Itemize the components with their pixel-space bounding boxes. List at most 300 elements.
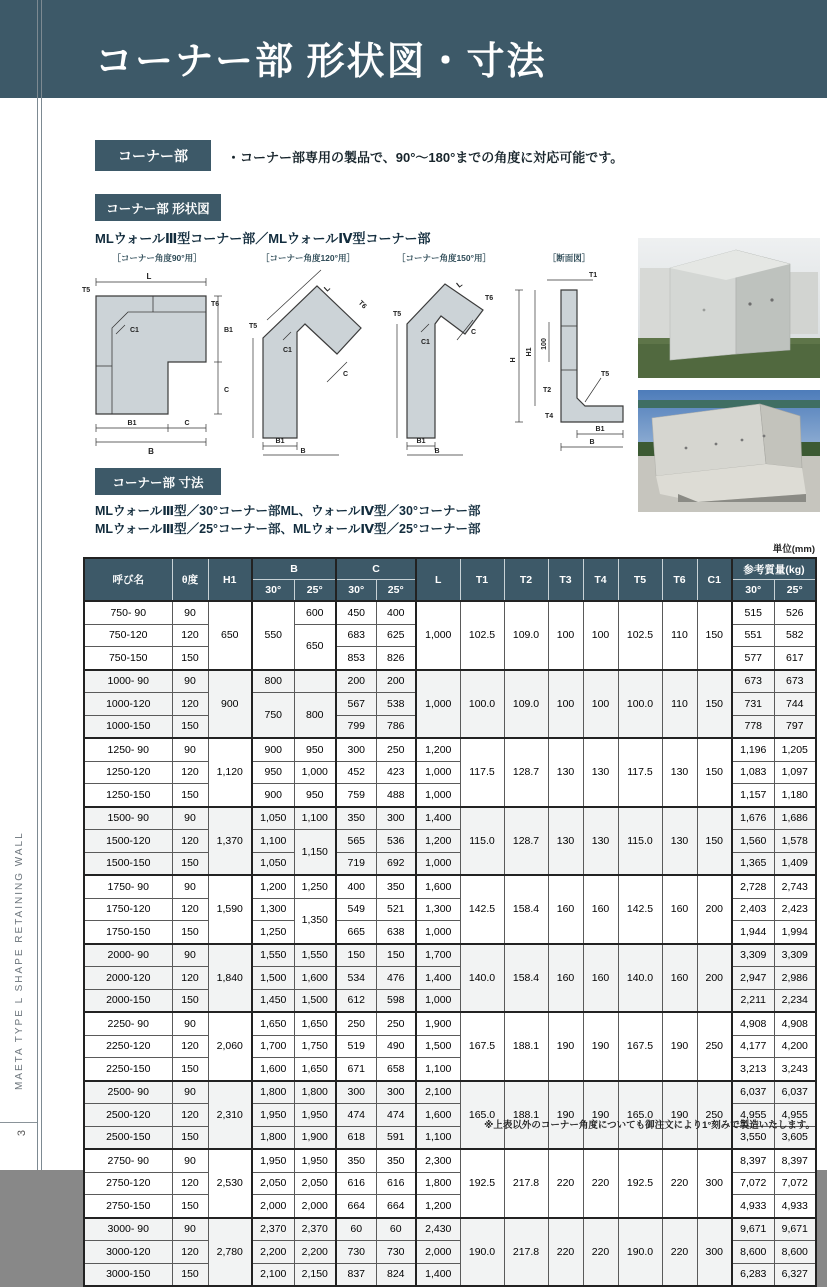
table-cell: 1,950 [294,1149,336,1172]
table-cell: 190 [583,1012,618,1081]
table-cell: 90 [172,875,208,898]
figure-caption: ［コーナー角度150°用］ [396,253,492,263]
table-cell: 2,370 [294,1218,336,1241]
table-cell: 1,800 [416,1172,460,1195]
table-cell: 1,600 [416,875,460,898]
table-cell: 100 [583,670,618,739]
table-cell: 1,370 [208,807,252,876]
table-cell: 650 [208,601,252,670]
table-cell: 130 [583,807,618,876]
table-cell: 200 [376,670,416,693]
table-cell: 2,100 [252,1263,294,1286]
table-footnote: ※上表以外のコーナー角度についても御注文により1°刻みで製造いたします。 [484,1120,815,1131]
table-cell: 150 [376,944,416,967]
table-cell: 8,600 [732,1241,774,1264]
table-cell: 142.5 [460,875,504,944]
table-cell: 1,000 [416,601,460,670]
table-cell: 577 [732,647,774,670]
table-cell: 2,310 [208,1081,252,1150]
table-cell: 2500-120 [84,1104,172,1127]
table-cell: 1,900 [416,1012,460,1035]
table-cell: 9,671 [732,1218,774,1241]
table-cell: 190.0 [618,1218,662,1287]
corner-description: ・コーナー部専用の製品で、90°～180°までの角度に対応可能です。 [227,150,624,165]
svg-text:L: L [146,272,152,281]
table-cell: 692 [376,852,416,875]
page-number: 3 [16,1130,28,1137]
section-label-shape: コーナー部 形状図 [95,194,221,221]
table-cell: 100.0 [618,670,662,739]
sidebar-rule [0,1122,37,1123]
table-cell: 837 [336,1263,376,1286]
table-cell: 300 [697,1149,732,1218]
table-cell: 474 [336,1104,376,1127]
table-cell: 150 [172,1263,208,1286]
table-cell: 120 [172,1172,208,1195]
table-cell: 8,397 [774,1149,816,1172]
table-cell: 117.5 [460,738,504,807]
table-cell: 190 [548,1012,583,1081]
table-cell: 2,050 [252,1172,294,1195]
table-cell: 115.0 [618,807,662,876]
table-cell: 565 [336,830,376,853]
table-cell: 120 [172,1104,208,1127]
table-cell: 400 [336,875,376,898]
table-cell: 744 [774,693,816,716]
table-cell: 1,000 [294,761,336,784]
table-cell: 950 [294,784,336,807]
table-cell: 1,400 [416,967,460,990]
section-label-dimensions: コーナー部 寸法 [95,468,221,495]
table-cell: 160 [548,944,583,1013]
table-cell: 1500- 90 [84,807,172,830]
table-cell: 300 [336,1081,376,1104]
table-cell: 2000-150 [84,989,172,1012]
svg-text:B: B [589,439,595,446]
table-cell: 140.0 [618,944,662,1013]
table-cell: 220 [548,1149,583,1218]
page-header [0,0,827,98]
column-header: 30° [336,580,376,602]
column-header: T1 [460,558,504,601]
svg-text:T4: T4 [545,413,554,420]
table-cell: 1,000 [416,670,460,739]
table-cell: 1,205 [774,738,816,761]
svg-text:B1: B1 [275,438,285,445]
svg-text:T6: T6 [356,299,368,311]
column-header: 30° [732,580,774,602]
cross-section-diagram [505,266,633,458]
table-cell: 1,100 [416,1126,460,1149]
shape-subtitle: MLウォールⅢ型コーナー部／MLウォールⅣ型コーナー部 [95,231,431,246]
figure-corner-150 [385,252,503,458]
table-cell: 1,157 [732,784,774,807]
table-cell: 220 [583,1218,618,1287]
table-cell: 4,933 [774,1195,816,1218]
table-cell: 130 [548,807,583,876]
table-cell: 515 [732,601,774,624]
table-cell: 1,950 [252,1104,294,1127]
table-cell: 664 [336,1195,376,1218]
table-cell: 90 [172,807,208,830]
svg-text:L: L [454,279,465,290]
table-cell: 200 [697,944,732,1013]
table-cell: 150 [336,944,376,967]
svg-text:C1: C1 [421,339,430,346]
table-cell: 120 [172,898,208,921]
table-cell: 2,100 [416,1081,460,1104]
table-cell: 1750-150 [84,921,172,944]
product-photo-corner-wall [638,390,820,512]
table-cell: 165.0 [618,1081,662,1150]
table-cell: 8,600 [774,1241,816,1264]
table-cell: 1,600 [416,1104,460,1127]
table-cell: 142.5 [618,875,662,944]
table-cell: 7,072 [732,1172,774,1195]
table-cell: 1,180 [774,784,816,807]
column-header: 25° [294,580,336,602]
table-cell: 2,050 [294,1172,336,1195]
column-header: T6 [662,558,697,601]
table-cell: 128.7 [504,807,548,876]
table-cell: 1,650 [252,1012,294,1035]
table-cell: 1,800 [252,1126,294,1149]
table-cell: 1,250 [252,921,294,944]
table-cell: 2,947 [732,967,774,990]
table-cell: 1,800 [252,1081,294,1104]
table-cell: 2,150 [294,1263,336,1286]
table-cell: 120 [172,1035,208,1058]
table-cell: 650 [294,624,336,670]
table-cell: 3,309 [732,944,774,967]
table-cell: 1,300 [416,898,460,921]
sidebar-vertical-text: MAETA TYPE L SHAPE RETAINING WALL [14,831,25,1090]
figure-cross-section [505,252,633,458]
table-cell: 190.0 [460,1218,504,1287]
table-cell: 2000- 90 [84,944,172,967]
table-cell: 100.0 [460,670,504,739]
table-cell: 1,700 [252,1035,294,1058]
table-cell: 100 [548,670,583,739]
table-cell: 188.1 [504,1081,548,1150]
table-cell: 117.5 [618,738,662,807]
table-cell: 2500- 90 [84,1081,172,1104]
svg-text:T5: T5 [601,371,610,378]
table-cell: 2,000 [252,1195,294,1218]
table-cell: 1250-120 [84,761,172,784]
table-cell: 1,196 [732,738,774,761]
table-cell: 612 [336,989,376,1012]
table-cell: 4,955 [732,1104,774,1127]
table-cell: 250 [697,1012,732,1081]
table-cell: 2,200 [294,1241,336,1264]
table-cell: 800 [294,693,336,739]
table-cell: 950 [252,761,294,784]
table-cell: 120 [172,1241,208,1264]
table-cell: 673 [732,670,774,693]
table-cell: 60 [336,1218,376,1241]
table-cell: 786 [376,715,416,738]
table-cell: 6,037 [732,1081,774,1104]
table-cell: 192.5 [618,1149,662,1218]
table-cell: 853 [336,647,376,670]
table-cell: 2,234 [774,989,816,1012]
table-cell: 750 [252,693,294,739]
table-cell: 110 [662,601,697,670]
svg-text:T5: T5 [393,311,402,318]
table-cell: 450 [336,601,376,624]
svg-text:C: C [184,420,190,427]
table-cell: 90 [172,1081,208,1104]
table-cell: 1,676 [732,807,774,830]
table-cell: 1,150 [294,830,336,876]
table-cell: 4,177 [732,1035,774,1058]
table-cell: 90 [172,601,208,624]
table-cell: 3,243 [774,1058,816,1081]
svg-text:100: 100 [541,338,548,350]
table-cell: 900 [252,738,294,761]
column-header: 30° [252,580,294,602]
table-cell: 2,780 [208,1218,252,1287]
table-cell: 2,370 [252,1218,294,1241]
column-header: C1 [697,558,732,601]
table-cell: 102.5 [460,601,504,670]
table-cell: 1,750 [294,1035,336,1058]
table-cell: 250 [376,738,416,761]
table-cell: 1,365 [732,852,774,875]
table-cell: 1500-120 [84,830,172,853]
table-cell: 521 [376,898,416,921]
table-cell: 1250-150 [84,784,172,807]
table-cell: 150 [172,715,208,738]
table-cell: 664 [376,1195,416,1218]
table-cell: 160 [662,944,697,1013]
corner-150-diagram [385,266,503,458]
table-cell: 1,450 [252,989,294,1012]
table-cell: 1,550 [252,944,294,967]
table-cell: 192.5 [460,1149,504,1218]
table-cell: 4,955 [774,1104,816,1127]
table-cell: 4,908 [774,1012,816,1035]
table-cell: 2000-120 [84,967,172,990]
table-cell: 488 [376,784,416,807]
table-cell: 2,300 [416,1149,460,1172]
table-cell: 6,037 [774,1081,816,1104]
table-cell: 534 [336,967,376,990]
table-cell: 150 [172,1058,208,1081]
table-cell: 671 [336,1058,376,1081]
table-cell: 1,650 [294,1058,336,1081]
table-cell: 1,200 [252,875,294,898]
table-cell: 150 [697,738,732,807]
table-cell: 1,700 [416,944,460,967]
table-cell: 350 [376,875,416,898]
unit-label: 単位(mm) [772,544,815,555]
table-cell: 2,430 [416,1218,460,1241]
table-cell: 900 [252,784,294,807]
table-cell: 1750- 90 [84,875,172,898]
table-cell: 1,600 [294,967,336,990]
table-cell: 3000-120 [84,1241,172,1264]
table-cell: 130 [583,738,618,807]
table-cell: 797 [774,715,816,738]
table-cell: 526 [774,601,816,624]
column-header: 呼び名 [84,558,172,601]
dimensions-subtitle-30: MLウォールⅢ型／30°コーナー部ML、ウォールⅣ型／30°コーナー部 [95,504,481,518]
page-title: コーナー部 形状図・寸法 [95,41,547,83]
table-cell: 90 [172,738,208,761]
table-cell: 150 [697,670,732,739]
table-cell: 519 [336,1035,376,1058]
table-cell: 102.5 [618,601,662,670]
table-cell: 1,200 [416,830,460,853]
table-cell: 730 [376,1241,416,1264]
table-cell: 2500-150 [84,1126,172,1149]
table-cell: 2,000 [294,1195,336,1218]
svg-text:C: C [471,329,477,336]
table-cell: 160 [548,875,583,944]
table-cell: 300 [697,1218,732,1287]
table-cell: 90 [172,944,208,967]
table-cell: 2,060 [208,1012,252,1081]
table-cell: 1,550 [294,944,336,967]
table-cell: 1,200 [416,1195,460,1218]
table-cell: 1,300 [252,898,294,921]
table-cell: 1,100 [416,1058,460,1081]
table-cell: 217.8 [504,1149,548,1218]
table-cell: 100 [583,601,618,670]
table-cell: 8,397 [732,1149,774,1172]
table-cell: 1,600 [252,1058,294,1081]
table-cell: 750-120 [84,624,172,647]
table-cell: 474 [376,1104,416,1127]
svg-text:B1: B1 [416,438,426,445]
table-cell: 616 [376,1172,416,1195]
table-cell: 452 [336,761,376,784]
table-cell: 1,994 [774,921,816,944]
table-cell: 2250-150 [84,1058,172,1081]
table-cell: 1,000 [416,761,460,784]
table-cell: 120 [172,830,208,853]
figure-corner-90 [78,252,236,458]
table-cell: 220 [548,1218,583,1287]
table-cell: 1,944 [732,921,774,944]
table-cell: 1,578 [774,830,816,853]
table-cell: 3,605 [774,1126,816,1149]
svg-text:H1: H1 [526,347,533,357]
table-cell: 2,403 [732,898,774,921]
table-cell: 190 [583,1081,618,1150]
table-cell: 300 [376,807,416,830]
product-photo-corner-block [638,238,820,378]
column-header: T5 [618,558,662,601]
table-cell: 100 [548,601,583,670]
table-cell: 826 [376,647,416,670]
table-cell: 1,100 [294,807,336,830]
table-cell: 567 [336,693,376,716]
table-cell: 150 [172,784,208,807]
table-cell: 582 [774,624,816,647]
svg-text:C: C [224,387,230,394]
svg-text:B1: B1 [127,420,137,427]
table-cell: 750-150 [84,647,172,670]
table-cell: 1,500 [294,989,336,1012]
table-cell: 719 [336,852,376,875]
table-cell: 665 [336,921,376,944]
table-cell: 673 [774,670,816,693]
table-cell: 250 [376,1012,416,1035]
table-cell: 4,908 [732,1012,774,1035]
table-cell: 1,800 [294,1081,336,1104]
table-cell: 824 [376,1263,416,1286]
table-cell: 350 [336,1149,376,1172]
table-cell: 900 [208,670,252,739]
column-header: T4 [583,558,618,601]
svg-text:T1: T1 [589,272,598,279]
svg-text:B: B [148,447,154,456]
figure-corner-120 [243,252,373,458]
section-label-corner: コーナー部 [95,140,211,171]
dimension-table-wrap [83,557,817,1287]
table-cell: 90 [172,670,208,693]
table-cell: 2,986 [774,967,816,990]
table-cell: 130 [662,738,697,807]
table-cell: 6,327 [774,1263,816,1286]
table-cell: 617 [774,647,816,670]
column-header: T3 [548,558,583,601]
table-cell: 120 [172,624,208,647]
table-cell: 300 [336,738,376,761]
corner-90-diagram [78,266,236,458]
table-cell: 1,097 [774,761,816,784]
table-cell: 1,950 [252,1149,294,1172]
table-cell: 1000-120 [84,693,172,716]
column-header: B [252,558,336,580]
table-cell: 1,100 [252,830,294,853]
column-header: T2 [504,558,548,601]
table-cell: 160 [583,875,618,944]
table-cell: 250 [336,1012,376,1035]
table-cell: 2,000 [416,1241,460,1264]
table-cell: 4,200 [774,1035,816,1058]
table-cell: 1,500 [416,1035,460,1058]
table-cell: 551 [732,624,774,647]
left-rail-divider [37,0,42,1170]
table-cell: 90 [172,1218,208,1241]
table-cell: 60 [376,1218,416,1241]
table-cell: 1,650 [294,1012,336,1035]
table-cell: 7,072 [774,1172,816,1195]
table-cell: 1,590 [208,875,252,944]
table-cell: 3000- 90 [84,1218,172,1241]
table-cell: 158.4 [504,875,548,944]
table-cell: 158.4 [504,944,548,1013]
table-cell: 200 [336,670,376,693]
table-cell: 120 [172,761,208,784]
table-cell: 3,213 [732,1058,774,1081]
svg-text:B: B [434,448,440,455]
table-cell: 1,560 [732,830,774,853]
dimension-table [83,557,817,1287]
svg-text:T5: T5 [249,323,258,330]
table-cell: 423 [376,761,416,784]
figure-caption: ［断面図］ [547,253,591,263]
table-cell: 90 [172,1149,208,1172]
table-cell: 2,211 [732,989,774,1012]
table-cell: 1500-150 [84,852,172,875]
table-cell: 9,671 [774,1218,816,1241]
table-cell: 140.0 [460,944,504,1013]
